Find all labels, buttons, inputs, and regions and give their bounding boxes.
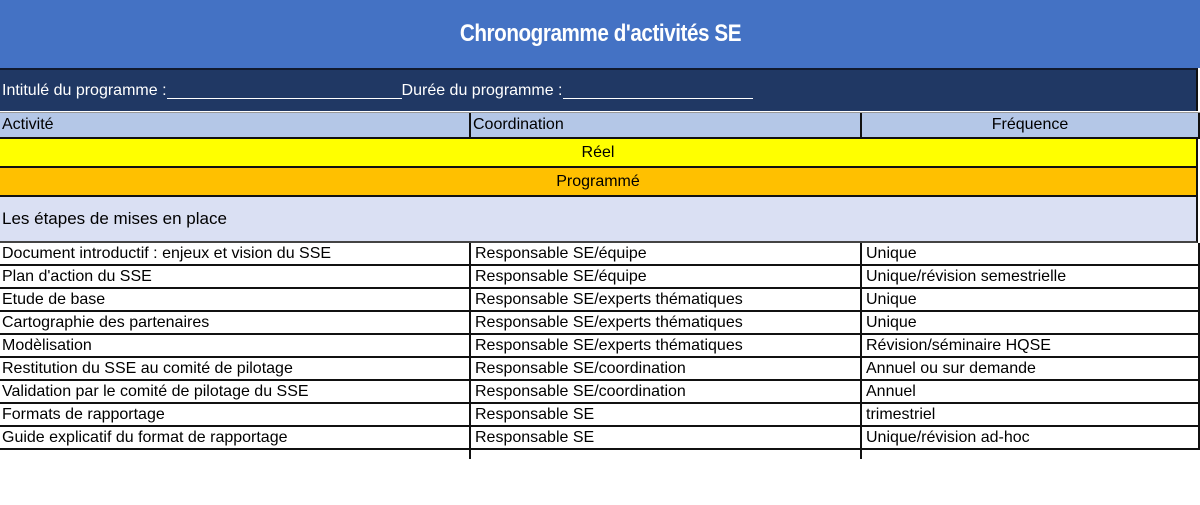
cell-activite[interactable]: Cartographie des partenaires [0, 312, 471, 333]
cell-coordination[interactable]: Responsable SE/experts thématiques [471, 289, 862, 310]
table-body [0, 243, 1200, 459]
cell-frequence[interactable]: Révision/séminaire HQSE [862, 335, 1200, 356]
cell-coordination[interactable]: Responsable SE/coordination [471, 381, 862, 402]
duree-label: Durée du programme : [401, 81, 563, 99]
header-frequence: Fréquence [862, 113, 1200, 137]
cell-coordination[interactable]: Responsable SE/équipe [471, 243, 862, 264]
table-row[interactable] [0, 312, 1200, 335]
table-row[interactable] [0, 243, 1200, 266]
cell-coordination[interactable]: Responsable SE [471, 427, 862, 448]
cell-activite[interactable]: Guide explicatif du format de rapportage [0, 427, 471, 448]
cell-frequence[interactable]: Unique [862, 289, 1200, 310]
intitule-label: Intitulé du programme : [2, 81, 167, 99]
table-row[interactable] [0, 335, 1200, 358]
legend-reel: Réel [0, 139, 1198, 168]
page-title: Chronogramme d'activités SE [459, 20, 741, 47]
cell-frequence[interactable]: Annuel ou sur demande [862, 358, 1200, 379]
cell-activite[interactable]: Document introductif : enjeux et vision du SSE [0, 243, 471, 264]
cell-frequence[interactable]: Annuel [862, 381, 1200, 402]
header-coordination: Coordination [471, 113, 862, 137]
cell-activite[interactable]: Restitution du SSE au comité de pilotage [0, 358, 471, 379]
cell-activite[interactable]: Etude de base [0, 289, 471, 310]
title-bar [0, 0, 1200, 68]
intitule-field[interactable] [167, 82, 402, 99]
table-row[interactable] [0, 358, 1200, 381]
duree-field[interactable] [563, 82, 753, 99]
legend-programme: Programmé [0, 168, 1198, 197]
table-row[interactable] [0, 427, 1200, 450]
cell-frequence[interactable]: trimestriel [862, 404, 1200, 425]
table-row[interactable] [0, 404, 1200, 427]
cell-frequence[interactable]: Unique [862, 243, 1200, 264]
cell-activite[interactable]: Modèlisation [0, 335, 471, 356]
cell-activite[interactable]: Plan d'action du SSE [0, 266, 471, 287]
section-title: Les étapes de mises en place [0, 197, 1198, 243]
table-row[interactable] [0, 289, 1200, 312]
cell-activite [0, 450, 471, 459]
cell-coordination[interactable]: Responsable SE/équipe [471, 266, 862, 287]
cell-coordination[interactable]: Responsable SE/experts thématiques [471, 335, 862, 356]
cell-frequence[interactable]: Unique [862, 312, 1200, 333]
header-activite: Activité [0, 113, 471, 137]
table-row[interactable] [0, 381, 1200, 404]
cell-coordination[interactable]: Responsable SE/coordination [471, 358, 862, 379]
table-row-partial [0, 450, 1200, 459]
cell-coordination [471, 450, 862, 459]
cell-frequence[interactable]: Unique/révision semestrielle [862, 266, 1200, 287]
table-header [0, 112, 1200, 139]
cell-coordination[interactable]: Responsable SE [471, 404, 862, 425]
cell-coordination[interactable]: Responsable SE/experts thématiques [471, 312, 862, 333]
table-row[interactable] [0, 266, 1200, 289]
cell-activite[interactable]: Validation par le comité de pilotage du SSE [0, 381, 471, 402]
cell-frequence[interactable]: Unique/révision ad-hoc [862, 427, 1200, 448]
program-info-bar [0, 68, 1198, 111]
cell-activite[interactable]: Formats de rapportage [0, 404, 471, 425]
